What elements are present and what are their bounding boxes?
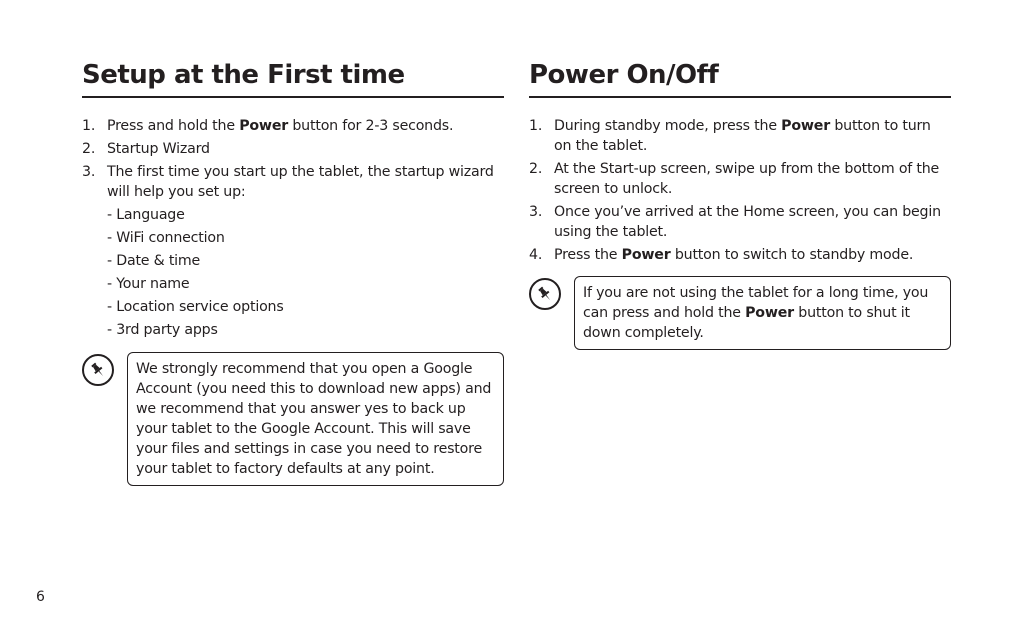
- note-box: We strongly recommend that you open a Google Account (you need this to download new apps) and we recommend that you answer yes to back up your tablet to the Google Account. This will save your files and settings in case you need to restore your tablet to factory defaults at any point.: [127, 352, 504, 486]
- setup-heading: Setup at the First time: [82, 56, 504, 98]
- note-text: If you are not using the tablet for a long time, you can press and hold the: [583, 285, 929, 321]
- item-text: Once you’ve arrived at the Home screen, you can begin using the tablet.: [554, 204, 941, 240]
- list-item: [529, 202, 951, 242]
- list-item: [529, 159, 951, 199]
- item-text: button to turn on the tablet.: [554, 118, 931, 154]
- sub-item: - WiFi connection: [107, 230, 225, 246]
- page-number: 6: [36, 589, 45, 605]
- note-bold-text: Power: [745, 305, 794, 321]
- power-steps: [529, 116, 951, 265]
- sub-item: - Your name: [107, 276, 190, 292]
- item-text: Press the: [554, 247, 622, 263]
- item-number: 2.: [529, 161, 543, 177]
- item-number: 1.: [82, 118, 96, 134]
- note-text: button to shut it down completely.: [583, 305, 910, 341]
- item-text: Press and hold the: [107, 118, 240, 134]
- item-text: The first time you start up the tablet, the startup wizard will help you set up:: [107, 164, 494, 200]
- setup-steps: [82, 116, 504, 340]
- sub-item: - Language: [107, 207, 185, 223]
- item-number: 2.: [82, 141, 96, 157]
- item-number: 1.: [529, 118, 543, 134]
- sub-item: - 3rd party apps: [107, 322, 218, 338]
- note-box: [574, 276, 951, 350]
- item-text: button for 2-3 seconds.: [288, 118, 454, 134]
- item-bold-text: Power: [781, 118, 831, 134]
- sub-item: - Date & time: [107, 253, 201, 269]
- item-number: 3.: [529, 204, 543, 220]
- list-item: [82, 162, 504, 340]
- sub-item: - Location service options: [107, 299, 284, 315]
- item-bold-text: Power: [239, 118, 289, 134]
- setup-section: [82, 56, 504, 343]
- item-number: 4.: [529, 247, 543, 263]
- item-number: 3.: [82, 164, 96, 180]
- power-note: [529, 276, 951, 350]
- setup-note: [82, 352, 504, 486]
- power-section: [529, 56, 951, 268]
- list-item: [82, 139, 504, 159]
- item-text: At the Start-up screen, swipe up from the bottom of the screen to unlock.: [554, 161, 940, 197]
- list-item: [529, 245, 951, 265]
- item-text: Startup Wizard: [107, 141, 210, 157]
- list-item: [529, 116, 951, 156]
- item-text: During standby mode, press the: [554, 118, 782, 134]
- list-item: [82, 116, 504, 136]
- power-heading: Power On/Off: [529, 56, 951, 98]
- item-bold-text: Power: [621, 247, 671, 263]
- pushpin-icon: [529, 278, 561, 310]
- pushpin-icon: [82, 354, 114, 386]
- item-text: button to switch to standby mode.: [670, 247, 914, 263]
